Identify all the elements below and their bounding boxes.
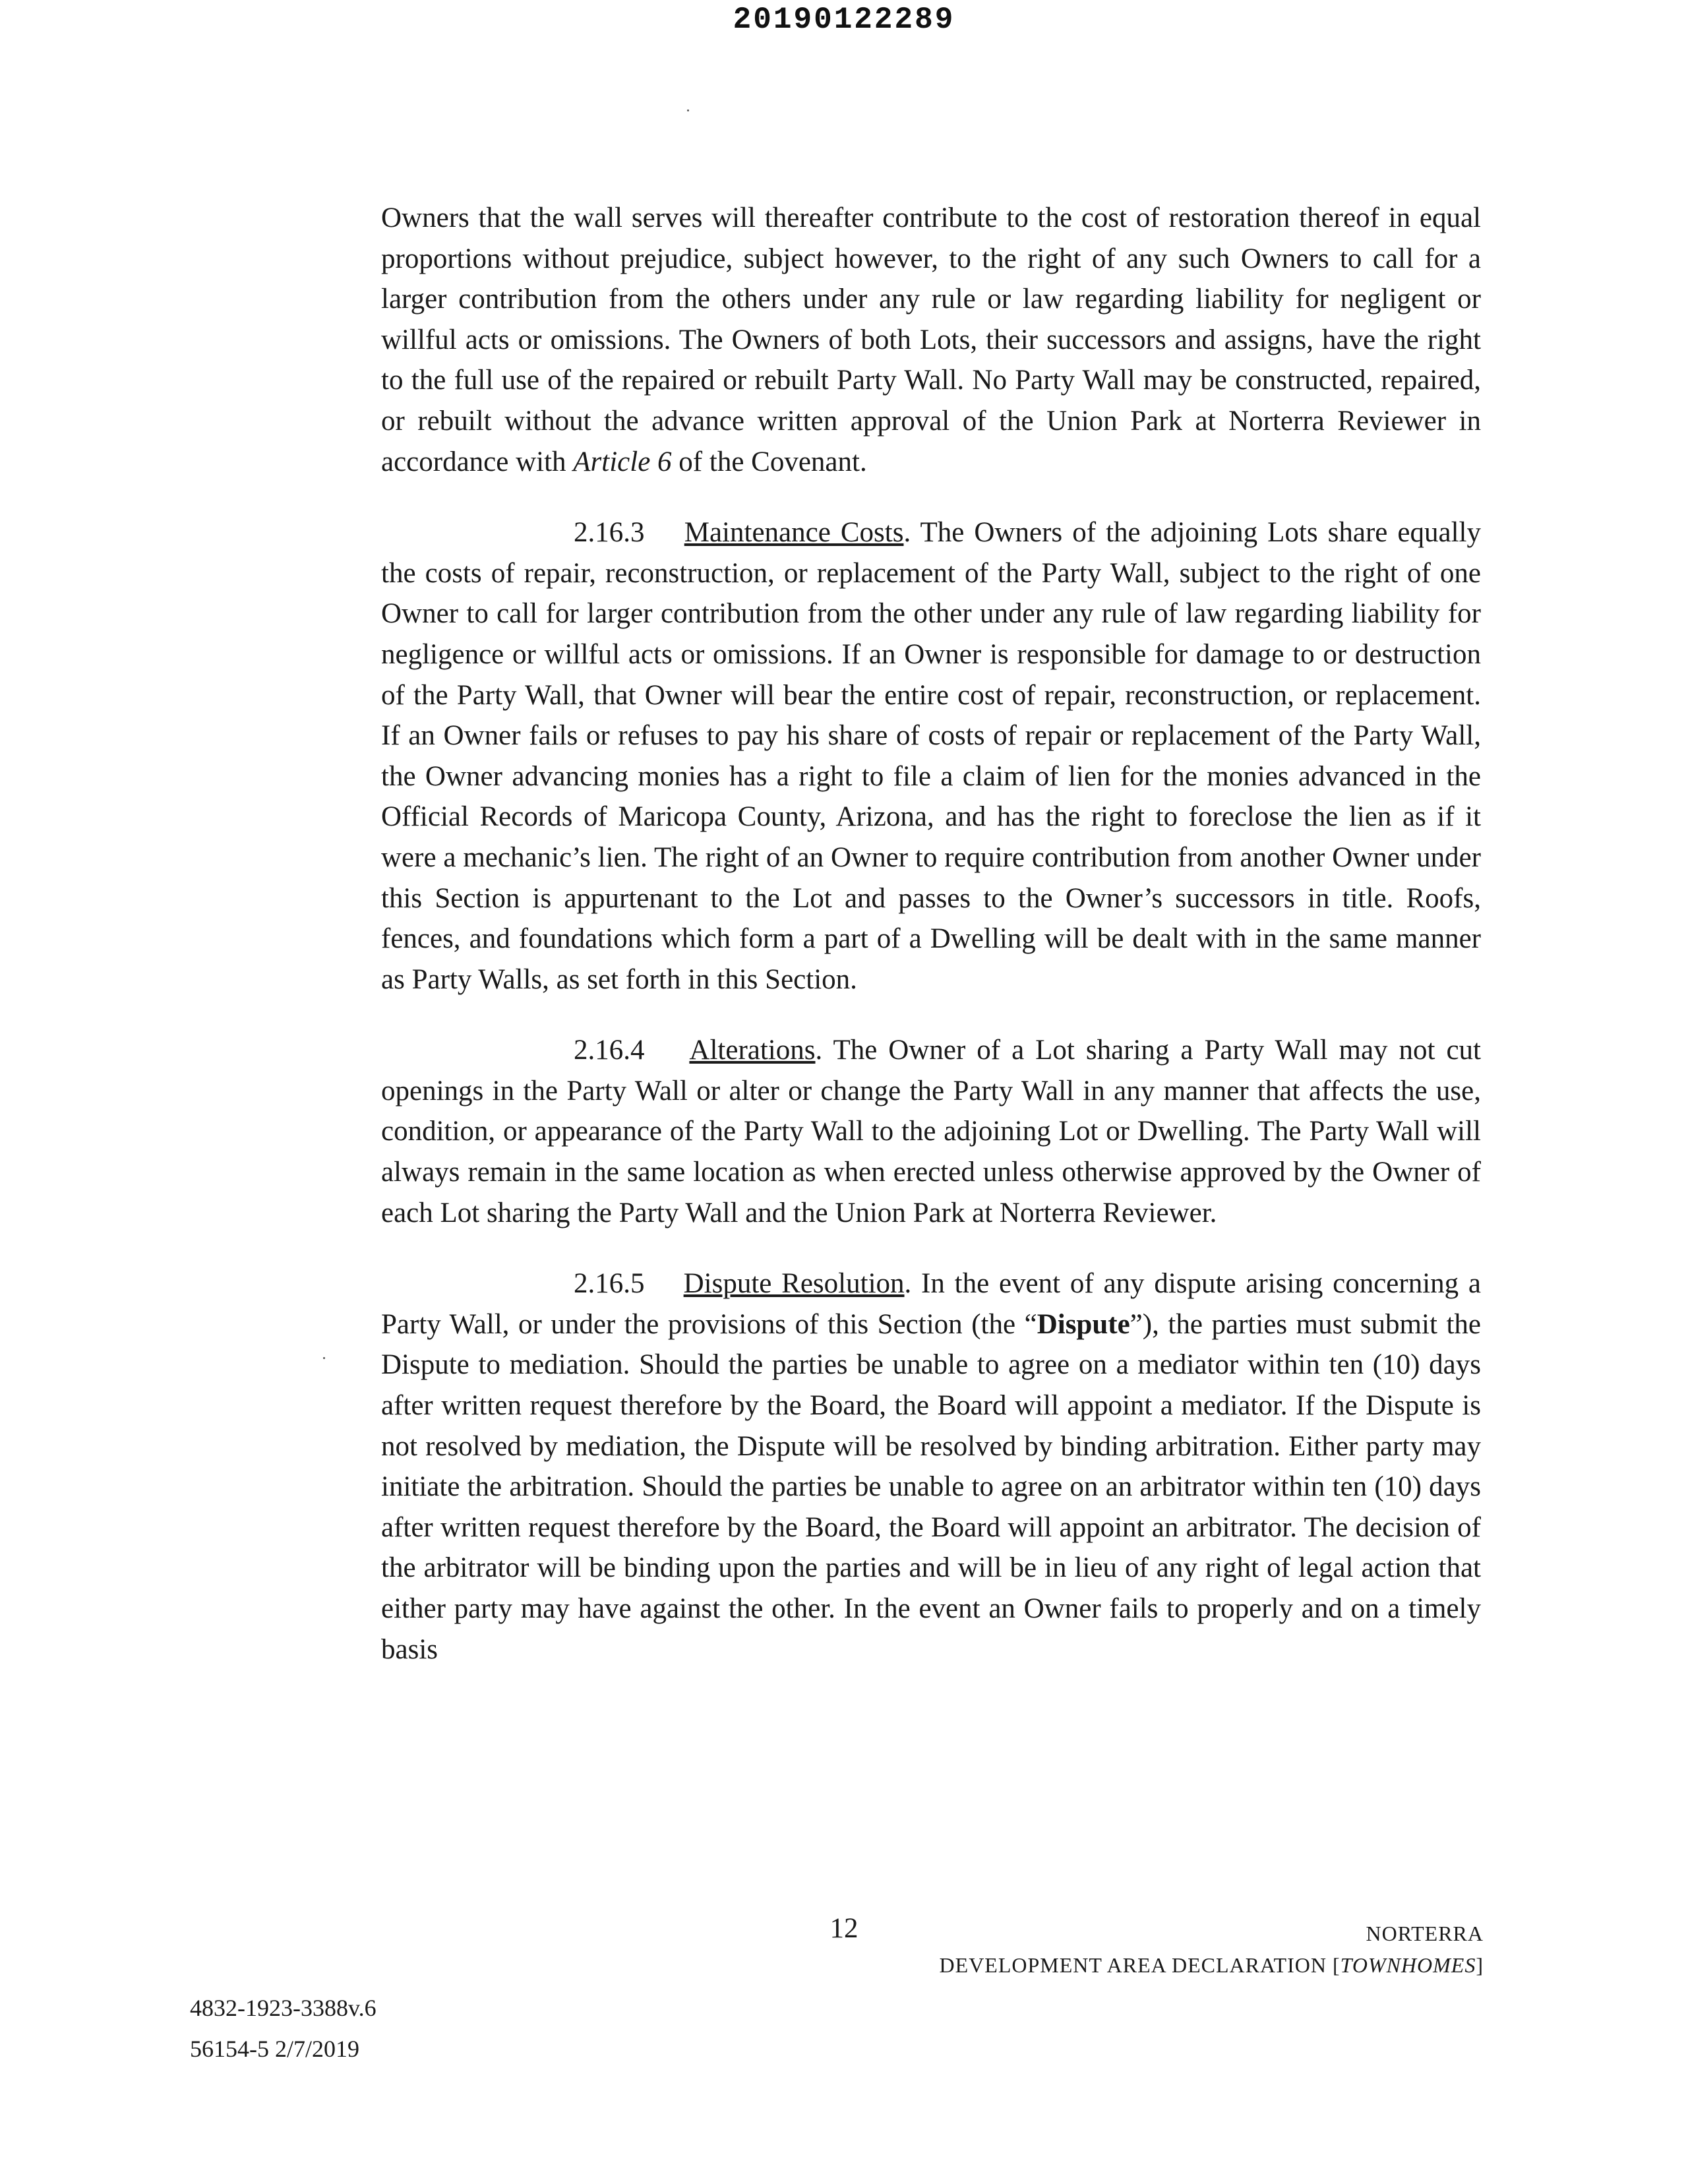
section-text: . In the event of any dispute arising concerning a Party Wall, or under the provisions of this Section (the “ — [381, 1268, 1482, 1340]
footer-title-line1: NORTERRA — [1366, 1922, 1484, 1945]
document-identifier — [190, 1987, 377, 2069]
section-number: 2.16.3 — [574, 517, 645, 549]
section-heading: Dispute Resolution — [683, 1268, 905, 1300]
defined-term: Dispute — [1037, 1308, 1130, 1340]
paragraph-text: Owners that the wall serves will thereafter contribute to the cost of restoration thereof in equal proportions without prejudice, subject however, to the right of any such Owners to call for a larger contribution from the others under any rule or law regarding liability for negligent or willful acts or omissions. The Owners of both Lots, their successors and assigns, have the right to the full use of the repaired or rebuilt Party Wall. No Party Wall may be constructed, repaired, or rebuilt without the advance written approval of the Union Park at Norterra Reviewer in accordance with — [381, 202, 1481, 477]
paragraph-text: of the Covenant. — [671, 446, 867, 477]
section-text: . The Owners of the adjoining Lots share equally the costs of repair, reconstruction, or replacement of the Party Wall, subject to the right of one Owner to call for larger contribution from the other under any rule of law regarding liability for negligence or willful acts or omissions. If an Owner is responsible for damage to or destruction of the Party Wall, that Owner will bear the entire cost of repair, reconstruction, or replacement. If an Owner fails or refuses to pay his share of costs of repair or replacement of the Party Wall, the Owner advancing monies has a right to file a claim of lien for the monies advanced in the Official Records of Maricopa County, Arizona, and has the right to foreclose the lien as if it were a mechanic’s lien. The right of an Owner to require contribution from another Owner under this Section is appurtenant to the Lot and passes to the Owner’s successors in title. Roofs, fences, and foundations which form a part of a Dwelling will be dealt with in the same manner as Party Walls, as set forth in this Section. — [381, 517, 1481, 995]
section-number: 2.16.4 — [574, 1035, 645, 1066]
scan-speck — [323, 1357, 325, 1359]
scan-speck — [687, 109, 689, 111]
section-text: ”), the parties must submit the Dispute to mediation. Should the parties be unable to agree on a mediator within ten (10) days after written request therefore by the Board, the Board will appoint a mediator. If the Dispute is not resolved by mediation, the Dispute will be resolved by binding arbitration. Either party may initiate the arbitration. Should the parties be unable to agree on an arbitrator within ten (10) days after written request therefore by the Board, the Board will appoint an arbitrator. The decision of the arbitrator will be binding upon the parties and will be in lieu of any right of legal action that either party may have against the other. In the event an Owner fails to properly and on a timely basis — [381, 1308, 1481, 1665]
section-2-16-3 — [381, 512, 1481, 1000]
article-reference: Article 6 — [573, 446, 672, 477]
doc-ref-date: 56154-5 2/7/2019 — [190, 2036, 359, 2062]
section-number: 2.16.5 — [574, 1268, 645, 1300]
document-body — [381, 198, 1481, 1700]
section-heading: Maintenance Costs — [684, 517, 904, 549]
footer-title-italic: TOWNHOMES — [1340, 1953, 1476, 1977]
footer-title-text: ] — [1476, 1953, 1484, 1977]
section-2-16-4 — [381, 1030, 1481, 1233]
section-text: . The Owner of a Lot sharing a Party Wall may not cut openings in the Party Wall or alter or change the Party Wall in any manner that affects the use, condition, or appearance of the Party Wall to the adjoining Lot or Dwelling. The Party Wall will always remain in the same location as when erected unless otherwise approved by the Owner of each Lot sharing the Party Wall and the Union Park at Norterra Reviewer. — [381, 1035, 1481, 1228]
section-2-16-5 — [381, 1263, 1481, 1670]
paragraph-continued — [381, 198, 1481, 482]
recording-number: 20190122289 — [733, 3, 955, 37]
footer-title-line2 — [940, 1953, 1484, 1978]
footer-title-text: DEVELOPMENT AREA DECLARATION [ — [939, 1953, 1341, 1977]
section-heading: Alterations — [689, 1035, 816, 1066]
page-number: 12 — [829, 1913, 859, 1944]
doc-id: 4832-1923-3388v.6 — [190, 1995, 377, 2021]
